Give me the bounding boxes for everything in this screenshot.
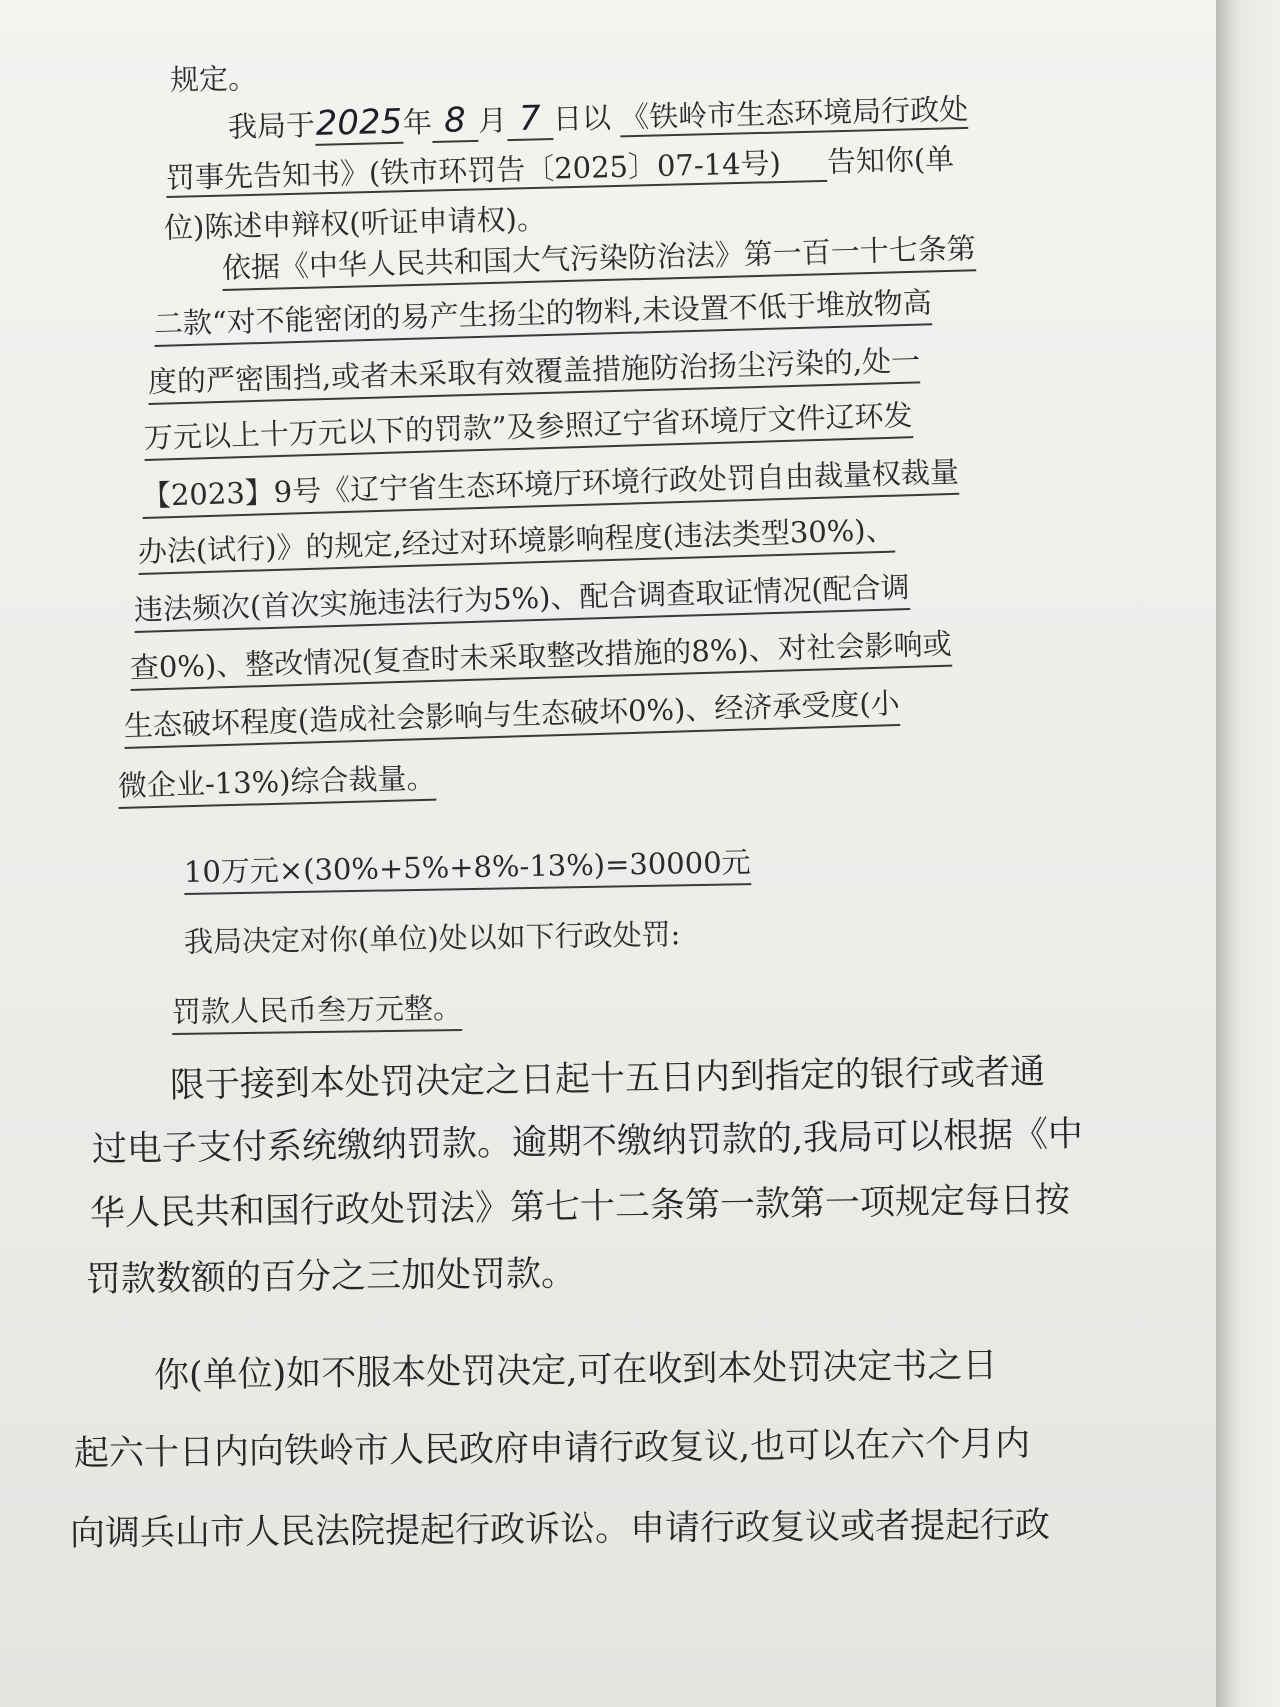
handwritten-year: 2025	[314, 102, 403, 146]
page-edge-shadow	[1216, 0, 1280, 1707]
appeal-line-3: 向调兵山市人民法院提起行政诉讼。申请行政复议或者提起行政	[69, 1505, 1051, 1554]
basis-line-7: 违法频次(首次实施违法行为5%)、配合调查取证情况(配合调	[133, 567, 910, 633]
notice-prefix: 我局于	[227, 107, 316, 144]
text-line-top: 规定。	[169, 61, 258, 97]
notice-doc-title-1: 《铁岭市生态环境局行政处	[620, 92, 969, 137]
decision-intro: 我局决定对你(单位)处以如下行政处罚:	[183, 917, 681, 959]
notice-doc-title-2: 罚事先告知书》(铁市环罚告〔2025〕07-14号)	[166, 145, 828, 198]
notice-line-2	[166, 139, 955, 198]
penalty-amount: 罚款人民币叁万元整。	[172, 988, 463, 1035]
payment-line-4: 罚款数额的百分之三加处罚款。	[85, 1254, 577, 1300]
handwritten-month: 8	[431, 100, 478, 143]
notice-line-1	[227, 88, 968, 148]
year-unit: 年	[402, 105, 433, 140]
day-unit: 日以	[552, 100, 612, 137]
basis-line-6: 办法(试行)》的规定,经过对环境影响程度(违法类型30%)、	[137, 510, 895, 575]
basis-line-10: 微企业-13%)综合裁量。	[117, 758, 436, 809]
appeal-line-1: 你(单位)如不服本处罚决定,可在收到本处罚决定书之日	[153, 1345, 998, 1396]
payment-line-2: 过电子支付系统缴纳罚款。逾期不缴纳罚款的,我局可以根据《中	[91, 1114, 1084, 1170]
basis-line-4: 万元以上十万元以下的罚款”及参照辽宁省环境厅文件辽环发	[143, 395, 913, 461]
notice-line-3: 位)陈述申辩权(听证申请权)。	[163, 201, 547, 245]
handwritten-day: 7	[506, 98, 553, 141]
basis-line-5: 【2023】9号《辽宁省生态环境厅环境行政处罚自由裁量权裁量	[141, 452, 959, 519]
basis-line-9: 生态破坏程度(造成社会影响与生态破坏0%)、经济承受度(小	[123, 683, 900, 749]
month-unit: 月	[477, 103, 508, 138]
appeal-line-2: 起六十日内向铁岭市人民政府申请行政复议,也可以在六个月内	[73, 1423, 1031, 1474]
payment-line-1: 限于接到本处罚决定之日起十五日内到指定的银行或者通	[169, 1052, 1046, 1106]
penalty-formula: 10万元×(30%+5%+8%-13%)=30000元	[184, 842, 751, 895]
basis-line-1: 依据《中华人民共和国大气污染防治法》第一百一十七条第	[221, 228, 976, 291]
notice-suffix: 告知你(单	[826, 141, 955, 179]
basis-line-8: 查0%)、整改情况(复查时未采取整改措施的8%)、对社会影响或	[129, 624, 952, 691]
basis-line-3: 度的严密围挡,或者未采取有效覆盖措施防治扬尘污染的,处一	[147, 340, 920, 405]
basis-line-2: 二款“对不能密闭的易产生扬尘的物料,未设置不低于堆放物高	[153, 282, 932, 347]
payment-line-3: 华人民共和国行政处罚法》第七十二条第一款第一项规定每日按	[89, 1180, 1071, 1234]
